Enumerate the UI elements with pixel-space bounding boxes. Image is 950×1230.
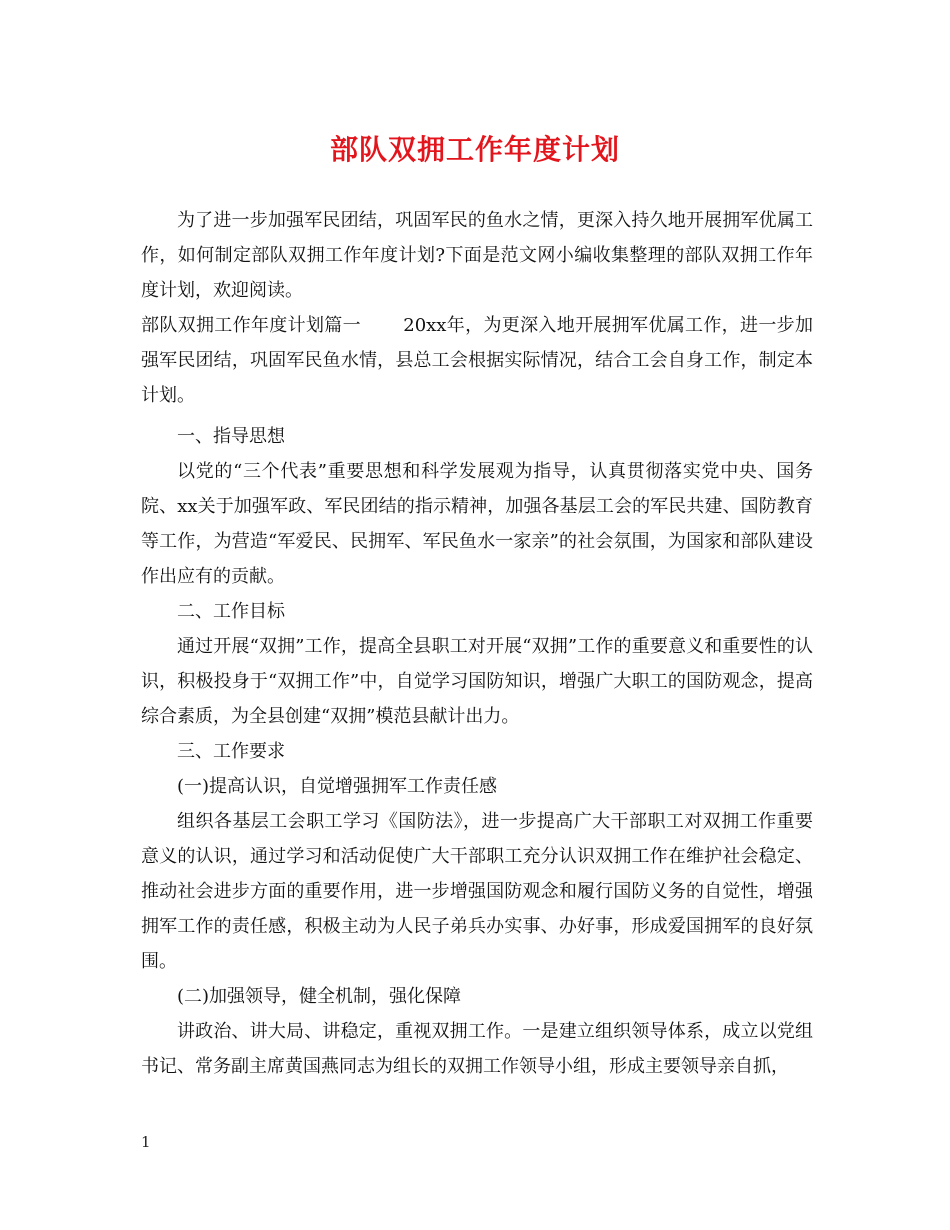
- heading-guiding-ideology: 一、指导思想: [177, 426, 285, 447]
- guiding-ideology-paragraph: 以党的“三个代表”重要思想和科学发展观为指导，认真贯彻落实党中央、国务院、xx关于加强军政、军民团结的指示精神，加强各基层工会的军民共建、国防教育等工作，为营造“军爱民、民拥军、军民鱼水一家亲”的社会氛围，为国家和部队建设作出应有的贡献。: [141, 461, 813, 587]
- document-title: 部队双拥工作年度计划: [329, 133, 620, 166]
- subheading-strengthen-leadership: (二)加强领导，健全机制，强化保障: [177, 986, 462, 1007]
- page-number: 1: [141, 1133, 151, 1151]
- section-opening-paragraph: 部队双拥工作年度计划篇一 20xx年，为更深入地开展拥军优属工作，进一步加强军民团结，巩固军民鱼水情，县总工会根据实际情况，结合工会自身工作，制定本计划。: [141, 315, 813, 406]
- strengthen-leadership-paragraph: 讲政治、讲大局、讲稳定，重视双拥工作。一是建立组织领导体系，成立以党组书记、常务副主席黄国燕同志为组长的双拥工作领导小组，形成主要领导亲自抓，: [141, 1021, 813, 1077]
- heading-work-requirements: 三、工作要求: [177, 741, 285, 762]
- work-goals-paragraph: 通过开展“双拥”工作，提高全县职工对开展“双拥”工作的重要意义和重要性的认识，积极投身于“双拥工作”中，自觉学习国防知识，增强广大职工的国防观念，提高综合素质，为全县创建“双拥”模范县献计出力。: [141, 636, 813, 727]
- document-body: [141, 203, 813, 1084]
- heading-work-goals: 二、工作目标: [177, 601, 285, 622]
- subheading-raise-awareness: (一)提高认识，自觉增强拥军工作责任感: [177, 776, 498, 797]
- intro-paragraph: 为了进一步加强军民团结，巩固军民的鱼水之情，更深入持久地开展拥军优属工作，如何制定部队双拥工作年度计划?下面是范文网小编收集整理的部队双拥工作年度计划，欢迎阅读。: [141, 210, 813, 301]
- raise-awareness-paragraph: 组织各基层工会职工学习《国防法》，进一步提高广大干部职工对双拥工作重要意义的认识，通过学习和活动促使广大干部职工充分认识双拥工作在维护社会稳定、推动社会进步方面的重要作用，进一步增强国防观念和履行国防义务的自觉性，增强拥军工作的责任感，积极主动为人民子弟兵办实事、办好事，形成爱国拥军的良好氛围。: [141, 811, 813, 972]
